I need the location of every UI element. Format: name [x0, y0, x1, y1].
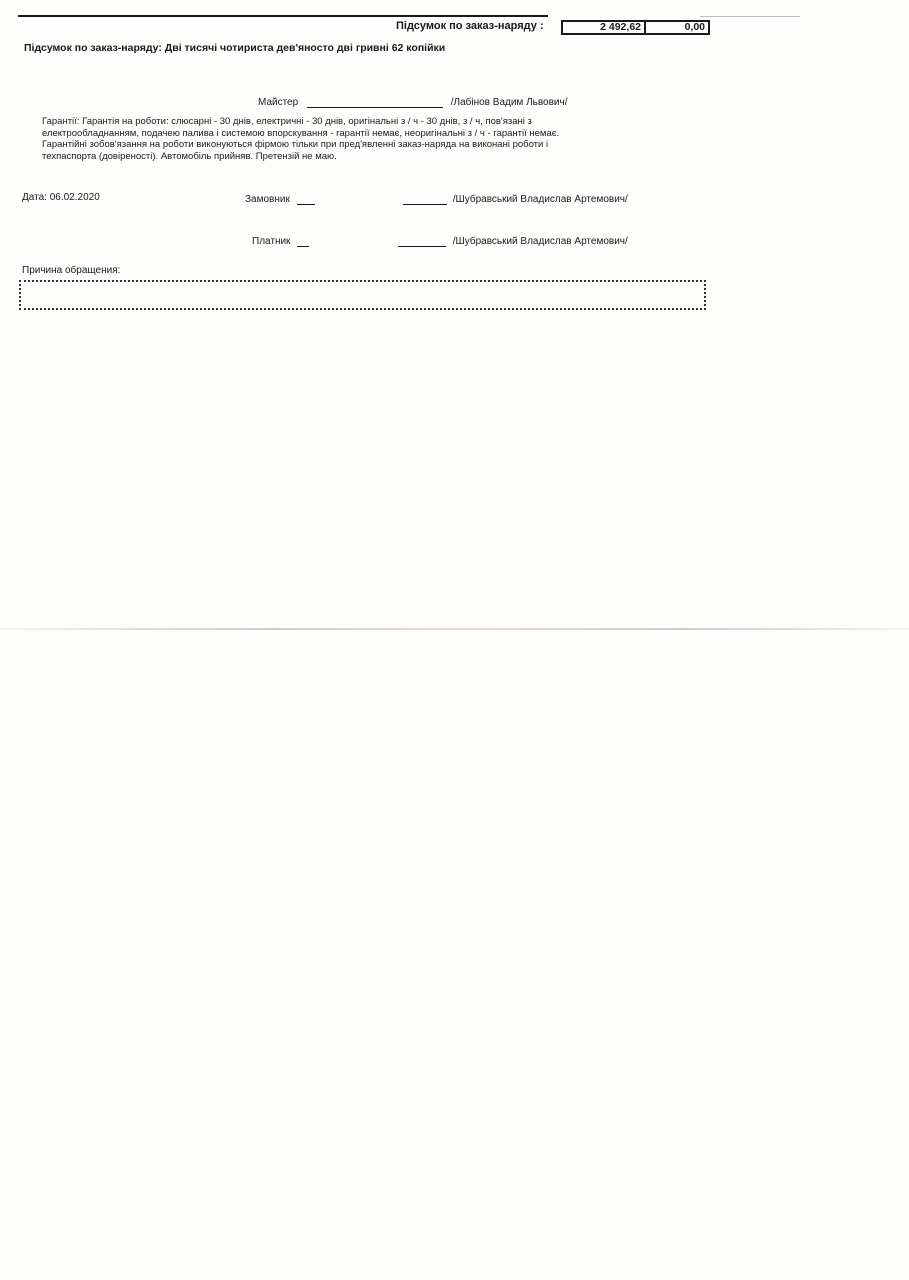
warranty-text [42, 116, 722, 162]
payer-signature-row [252, 236, 309, 247]
warranty-line: Гарантії: Гарантія на роботи: слюсарні - 30 днів, електричні - 30 днів, оригінальні з / ч - 30 днів, з / ч, пов'язані з [42, 116, 532, 127]
warranty-line: Гарантійні зобов'язання на роботи виконуються фірмою тільки при пред'явленні заказ-наряда на виконані роботи і [42, 139, 549, 150]
payer-label: Платник [252, 236, 291, 247]
document-date: Дата: 06.02.2020 [22, 192, 100, 203]
discount-amount: 0,00 [684, 21, 705, 33]
page-fold-line [0, 628, 909, 630]
total-in-words: Підсумок по заказ-наряду: Дві тисячі чотириста дев'яносто дві гривні 62 копійки [24, 42, 446, 54]
payer-name-row [398, 236, 628, 247]
payer-name-line [398, 246, 446, 247]
top-rule-faint [700, 16, 800, 17]
reason-box [19, 280, 706, 310]
totals-box [561, 20, 710, 35]
customer-label: Замовник [245, 194, 290, 205]
customer-name: /Шубравський Владислав Артемович/ [452, 194, 628, 205]
customer-name-row [403, 194, 628, 205]
top-rule [18, 15, 548, 17]
customer-signature-line [297, 204, 315, 205]
master-name: /Лабінов Вадим Львович/ [450, 97, 568, 108]
customer-name-line [403, 204, 447, 205]
warranty-line: техпаспорта (довіреності). Автомобіль прийняв. Претензій не маю. [42, 150, 337, 162]
warranty-line: електрообладнанням, подачею палива і системою впорскування - гарантії немає, неоригінальні з / ч - гарантії немає. [42, 127, 560, 139]
master-signature-row [258, 97, 568, 108]
payer-signature-line [297, 246, 309, 247]
summary-label: Підсумок по заказ-наряду : [396, 20, 544, 32]
customer-signature-row [245, 194, 315, 205]
master-signature-line [307, 107, 443, 108]
payer-name: /Шубравський Владислав Артемович/ [452, 236, 628, 247]
reason-label: Причина обращения: [22, 265, 121, 276]
total-amount: 2 492,62 [563, 22, 646, 33]
master-label: Майстер [258, 97, 299, 108]
